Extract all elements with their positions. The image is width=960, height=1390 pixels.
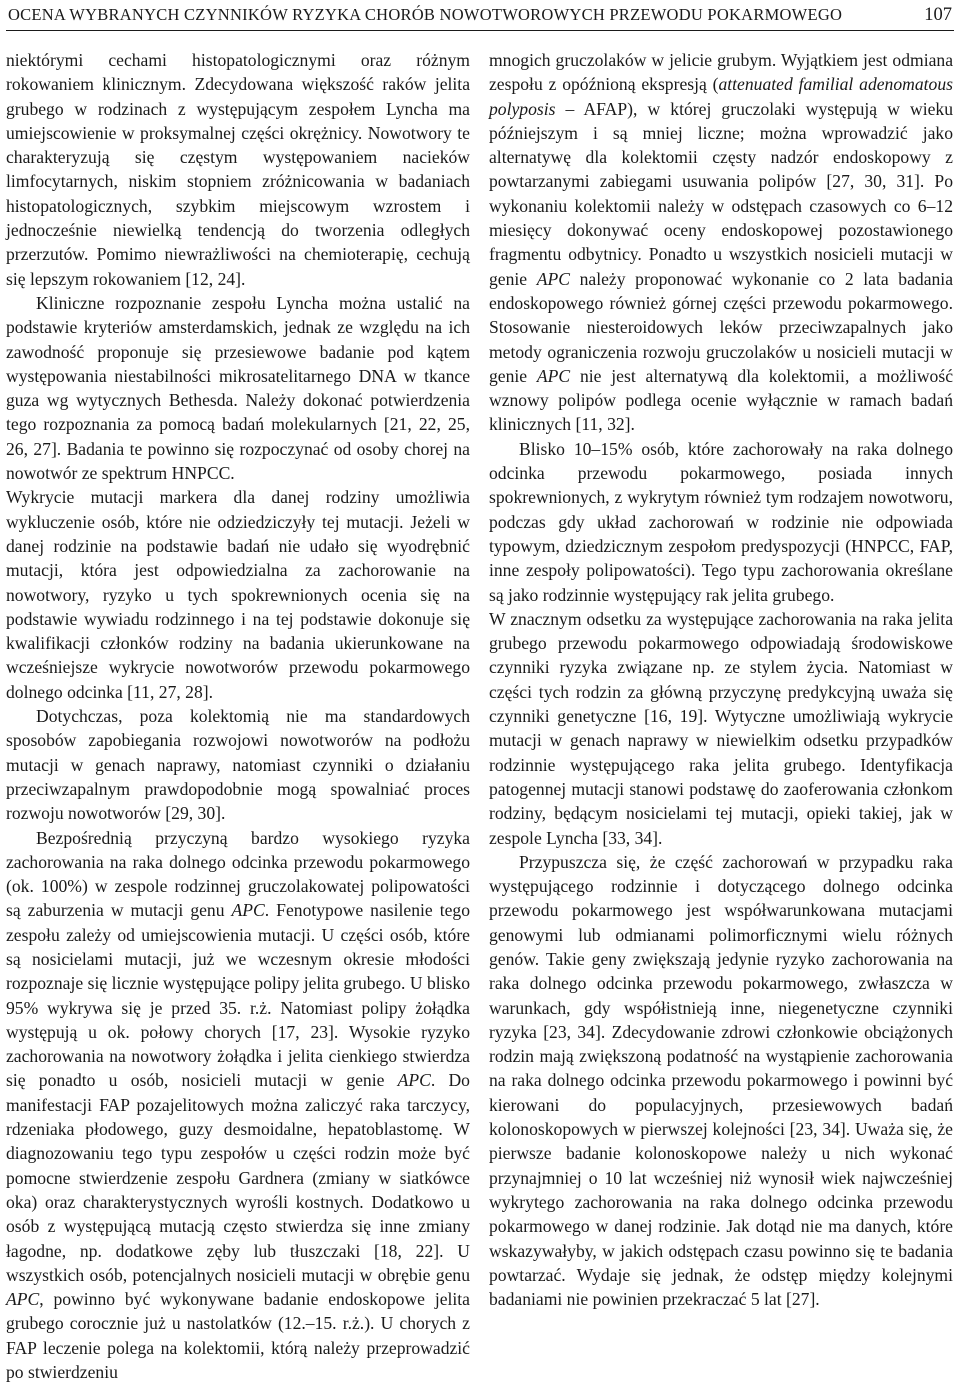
paragraph xyxy=(6,291,470,485)
paragraph xyxy=(6,704,470,825)
paragraph xyxy=(489,48,953,437)
text-run: – AFAP), w której gruczolaki występują w wieku późniejszym i są mniej liczne; można wprowadzić jako alternatywę dla kolektomii częsty nadzór endoskopowy z powtarzanymi zabiegami usuwania polipów [27, 30, 31]. Po wykonaniu kolektomii należy w odstępach czasowych co 6–12 miesięcy dokonywać oceny endoskopowej pozostawionego fragmentu odbytnicy. Ponadto u wszystkich nosicieli mutacji w genie xyxy=(489,98,953,289)
left-column xyxy=(6,48,470,1384)
text-run: niektórymi cechami histopatologicznymi oraz różnym rokowaniem klinicznym. Zdecydowana większość raków jelita grubego w rodzinach z występującym zespołem Lyncha ma umiejscowienie w proksymalnej części okrężnicy. Nowotwory te charakteryzują się częstym występowaniem nacieków limfocytarnych, niskim stopniem zróżnicowania w badaniach histopatologicznych, szybkim miejscowym wzrostem i jednocześnie niewielką tendencją do tworzenia odległych przerzutów. Pomimo niewrażliwości na chemioterapię, cechują się lepszym rokowaniem [12, 24]. xyxy=(6,50,470,289)
text-run: Przypuszcza się, że część zachorowań w przypadku raka występującego rodzinnie i dotyczącego dolnego odcinka przewodu pokarmowego jest współwarunkowana mutacjami genowymi lub odmianami polimorficznymi wielu różnych genów. Takie geny zwiększają jedynie ryzyko zachorowania na raka dolnego odcinka przewodu pokarmowego, zwłaszcza w warunkach, gdy współistnieją inne, niegenetyczne czynniki ryzyka [23, 34]. Zdecydowanie zdrowi członkowie obciążonych rodzin mają zwiększoną podatność na wystąpienie zachorowania na raka dolnego odcinka przewodu pokarmowego i powinni być kierowani do populacyjnych, przesiewowych badań kolonoskopowych w pierwszej kolejności [23, 34]. Uważa się, że pierwsze badanie kolonoskopowe należy u nich wykonać przynajmniej o 10 lat wcześniej niż wynosił wiek najwcześniej wykrytego zachorowania na raka dolnego odcinka przewodu pokarmowego w danej rodzinie. Jak dotąd nie ma danych, które wskazywałyby, w jakich odstępach czasu powinno się te badania powtarzać. Wydaje się jednak, że odstęp między kolejnymi badaniami nie powinien przekraczać 5 lat [27]. xyxy=(489,851,953,1310)
text-run: nie jest alternatywą dla kolektomii, a możliwość wznowy polipów podlega ocenie wyłącznie w ramach badań klinicznych [11, 32]. xyxy=(489,365,954,435)
text-run: Blisko 10–15% osób, które zachorowały na raka dolnego odcinka przewodu pokarmowego, posiada innych spokrewnionych, z wykrytym również tym rodzajem nowotworu, podczas gdy układ zachorowań w rodzinie nie odpowiada typowym, dziedzicznym zespołom predyspozycji (HNPCC, FAP, inne zespoły polipowatości). Tego typu zachorowania określane są jako rodzinnie występujący rak jelita grubego. xyxy=(489,438,953,605)
right-column xyxy=(489,48,953,1311)
page-number: 107 xyxy=(924,4,952,25)
paragraph xyxy=(489,850,953,1312)
text-run: . Do manifestacji FAP pozajelitowych można zaliczyć raka tarczycy, rdzeniaka płodowego, guzy desmoidalne, hepatoblastomę. W diagnozowaniu tego typu zespołów u części rodzin może być pomocne stwierdzenie zespołu Gardnera (zmiany w siatkówce oka) oraz charakterystycznych wyrośli kostnych. Dodatkowo u osób z występującą mutacją często stwierdza się inne zmiany łagodne, np. dodatkowe zęby lub tłuszczaki [18, 22]. U wszystkich osób, potencjalnych nosicieli mutacji w obrębie genu xyxy=(6,1070,470,1285)
paragraph xyxy=(6,48,470,291)
paragraph xyxy=(6,826,470,1385)
paragraph xyxy=(489,607,953,850)
italic-text: APC xyxy=(6,1289,40,1310)
text-run: , powinno być wykonywane badanie endoskopowe jelita grubego corocznie już u nastolatków (12.–15. r.ż.). U chorych z FAP leczenie polega na kolektomii, którą należy przeprowadzić po stwierdzeniu xyxy=(6,1289,470,1383)
italic-text: APC xyxy=(397,1070,431,1091)
text-run: W znacznym odsetku za występujące zachorowania na raka jelita grubego przewodu pokarmowego odpowiadają środowiskowe czynniki ryzyka związane np. ze stylem życia. Natomiast w części tych rodzin za główną przyczynę predykcyjną uważa się czynniki genetyczne [16, 19]. Wytyczne umożliwiają wykrycie mutacji w genach naprawy w niewielkim odsetku przypadków rodzinnie występującego raka jelita grubego. Identyfikacja patogennej mutacji stanowi podstawę do zaoferowania członkom rodziny, będącym nosicielami tej mutacji, opieki takiej, jak w zespole Lyncha [33, 34]. xyxy=(489,608,953,848)
text-run: Wykrycie mutacji markera dla danej rodziny umożliwia wykluczenie osób, które nie odziedziczyły tej mutacji. Jeżeli w danej rodzinie na podstawie badań nie udało się wyodrębnić mutacji, która jest odpowiedzialna za zachorowanie na nowotwory, ryzyko u tych spokrewnionych ocenia się na podstawie wywiadu rodzinnego i na tej podstawie dokonuje się kwalifikacji członków rodziny na badania ukierunkowane na wcześniejsze wykrycie nowotworów przewodu pokarmowego dolnego odcinka [11, 27, 28]. xyxy=(6,487,470,702)
text-run: należy proponować wykonanie co 2 lata badania endoskopowego również górnej części przewodu pokarmowego. Stosowanie niesteroidowych leków przeciwzapalnych jako metody ograniczenia rozwoju gruczolaków u nosicieli mutacji w genie xyxy=(489,268,953,386)
text-run: . Fenotypowe nasilenie tego zespołu zależy od umiejscowienia mutacji. U części osób, które są nosicielami mutacji, już we wczesnym okresie młodości rozpoznaje się licznie występujące polipy jelita grubego. U blisko 95% wykrywa się je przed 35. r.ż. Natomiast polipy żołądka występują u ok. połowy chorych [17, 23]. Wysokie ryzyko zachorowania na nowotwory żołądka i jelita cienkiego stwierdza się ponadto u osób, nosicieli mutacji w genie xyxy=(6,900,471,1091)
italic-text: APC xyxy=(231,900,265,921)
paragraph xyxy=(6,485,470,704)
text-run: Dotychczas, poza kolektomią nie ma standardowych sposobów zapobiegania rozwojowi nowotworów na podłożu mutacji w genach naprawy, natomiast czynniki o działaniu przeciwzapalnym prawdopodobnie mogą spowalniać proces rozwoju nowotworów [29, 30]. xyxy=(6,706,470,824)
running-header xyxy=(6,0,954,31)
text-run: Kliniczne rozpoznanie zespołu Lyncha można ustalić na podstawie kryteriów amsterdamskich, jednak ze względu na ich zawodność proponuje się przesiewowe badanie pod kątem występowania niestabilności mikrosatelitarnego DNA w tkance guza wg wytycznych Bethesda. Należy dokonać potwierdzenia tego rozpoznania za pomocą badań molekularnych [21, 22, 25, 26, 27]. Badania te powinno się rozpoczynać od osoby chorej na nowotwór ze spektrum HNPCC. xyxy=(6,292,470,484)
running-title: OCENA WYBRANYCH CZYNNIKÓW RYZYKA CHORÓB NOWOTWOROWYCH PRZEWODU POKARMOWEGO xyxy=(8,5,843,24)
text-run: Bezpośrednią przyczyną bardzo wysokiego ryzyka zachorowania na raka dolnego odcinka przewodu pokarmowego (ok. 100%) w zespole rodzinnej gruczolakowatej polipowatości są zaburzenia w mutacji genu xyxy=(6,827,470,921)
italic-text: attenuated familial adenomatous polyposis xyxy=(489,74,953,119)
text-run: mnogich gruczolaków w jelicie grubym. Wyjątkiem jest odmiana zespołu z opóźnioną ekspresją ( xyxy=(489,50,953,95)
italic-text: APC xyxy=(536,268,570,289)
italic-text: APC xyxy=(536,365,571,386)
paragraph xyxy=(489,437,953,607)
